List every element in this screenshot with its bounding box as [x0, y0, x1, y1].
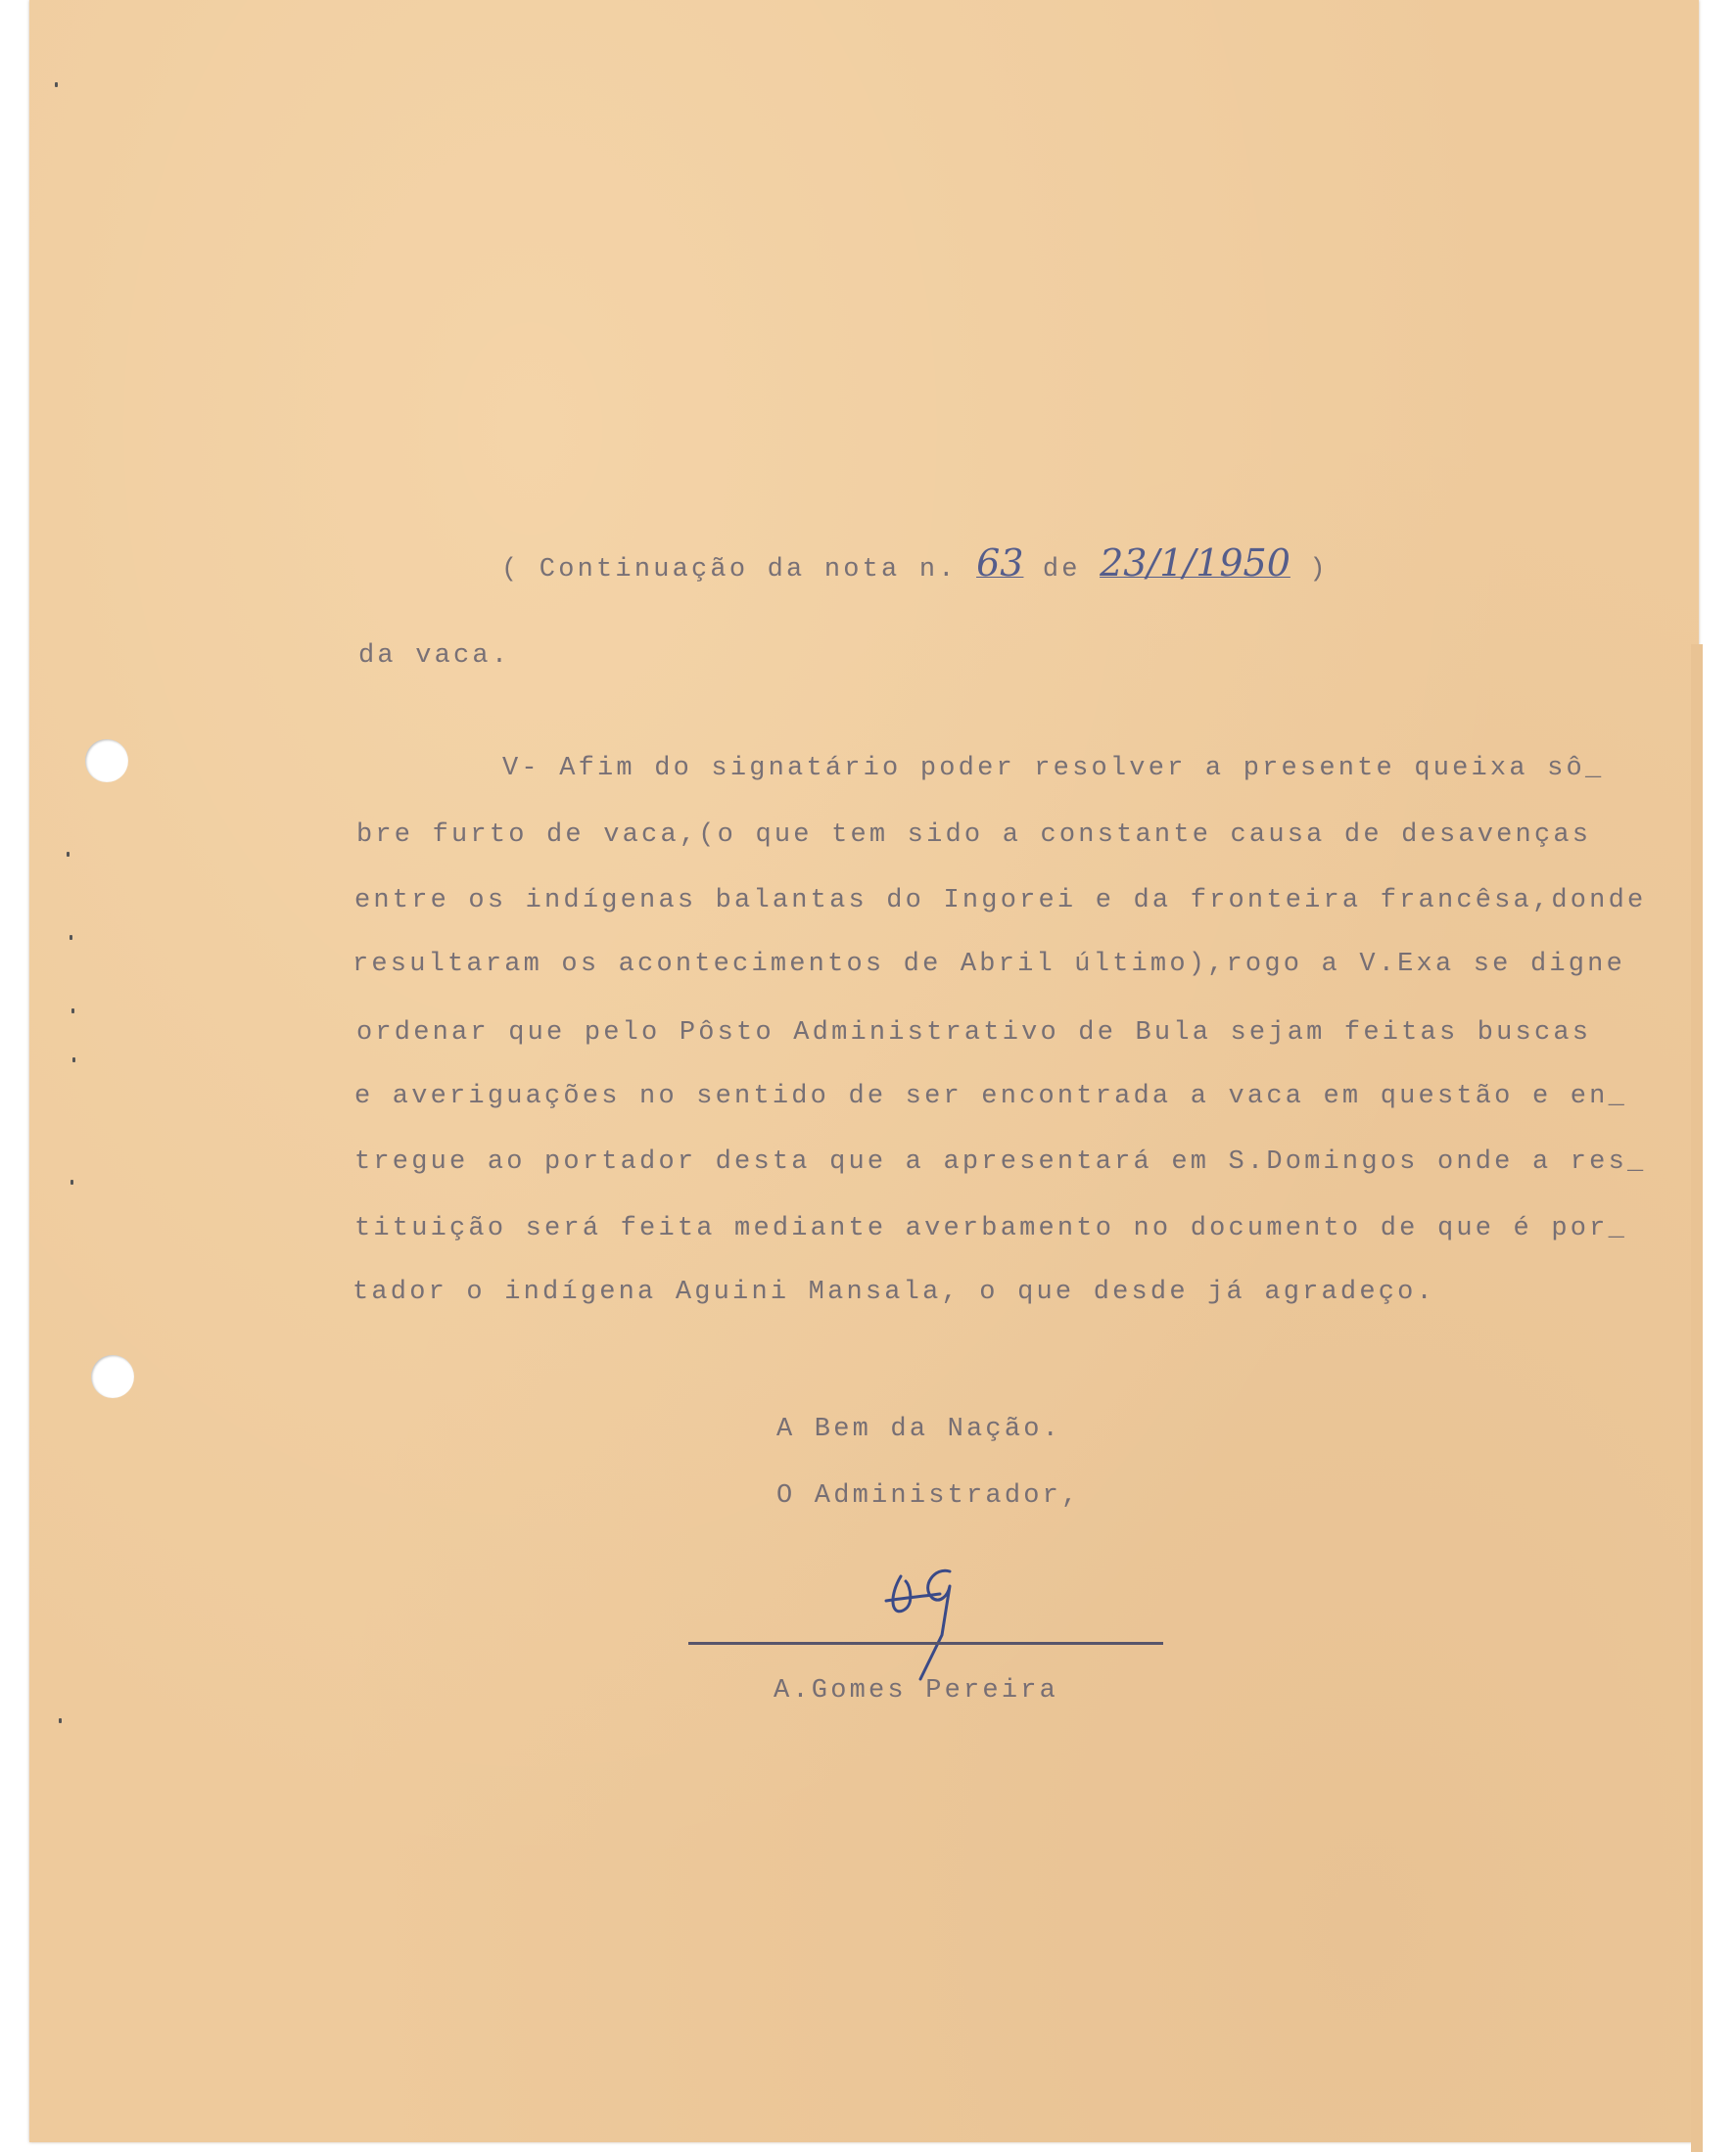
margin-mark [67, 852, 70, 857]
heading-middle: de [1042, 555, 1081, 585]
document-page [29, 0, 1699, 2142]
closing-role: O Administrador, [776, 1481, 1081, 1511]
closing-salutation: A Bem da Nação. [776, 1415, 1062, 1444]
body-line: e averiguações no sentido de ser encontrada a vaca em questão e en_ [354, 1082, 1627, 1111]
body-line: resultaram os acontecimentos de Abril último),rogo a V.Exa se digne [352, 950, 1625, 979]
body-line: tregue ao portador desta que a apresentará em S.Domingos onde a res_ [354, 1147, 1647, 1177]
note-date: 23/1/1950 [1100, 541, 1290, 585]
punch-hole-top [85, 739, 128, 782]
heading-suffix: ) [1309, 555, 1329, 585]
margin-mark [70, 1180, 73, 1185]
note-number: 63 [976, 541, 1024, 585]
body-line: ordenar que pelo Pôsto Administrativo de Bula sejam feitas buscas [356, 1018, 1592, 1048]
body-line: V- Afim do signatário poder resolver a presente queixa sô_ [502, 754, 1605, 783]
heading [501, 541, 1329, 585]
margin-mark [72, 1057, 75, 1062]
punch-hole-bottom [91, 1355, 134, 1398]
margin-mark [59, 1718, 62, 1723]
page-edge [1691, 644, 1703, 2152]
margin-mark [70, 935, 72, 940]
handwritten-signature [881, 1557, 969, 1684]
body-line: da vaca. [358, 641, 511, 671]
body-line: tador o indígena Aguini Mansala, o que desde já agradeço. [352, 1278, 1435, 1307]
body-line: tituição será feita mediante averbamento no documento de que é por_ [354, 1214, 1627, 1243]
heading-prefix: ( Continuação da nota n. [501, 555, 958, 585]
body-line: entre os indígenas balantas do Ingorei e da fronteira francêsa,donde [354, 886, 1647, 915]
margin-mark [55, 82, 58, 87]
margin-mark [71, 1008, 74, 1013]
body-line: bre furto de vaca,(o que tem sido a constante causa de desavenças [356, 820, 1592, 850]
signer-name: A.Gomes Pereira [774, 1676, 1059, 1706]
signature-line [688, 1642, 1163, 1645]
